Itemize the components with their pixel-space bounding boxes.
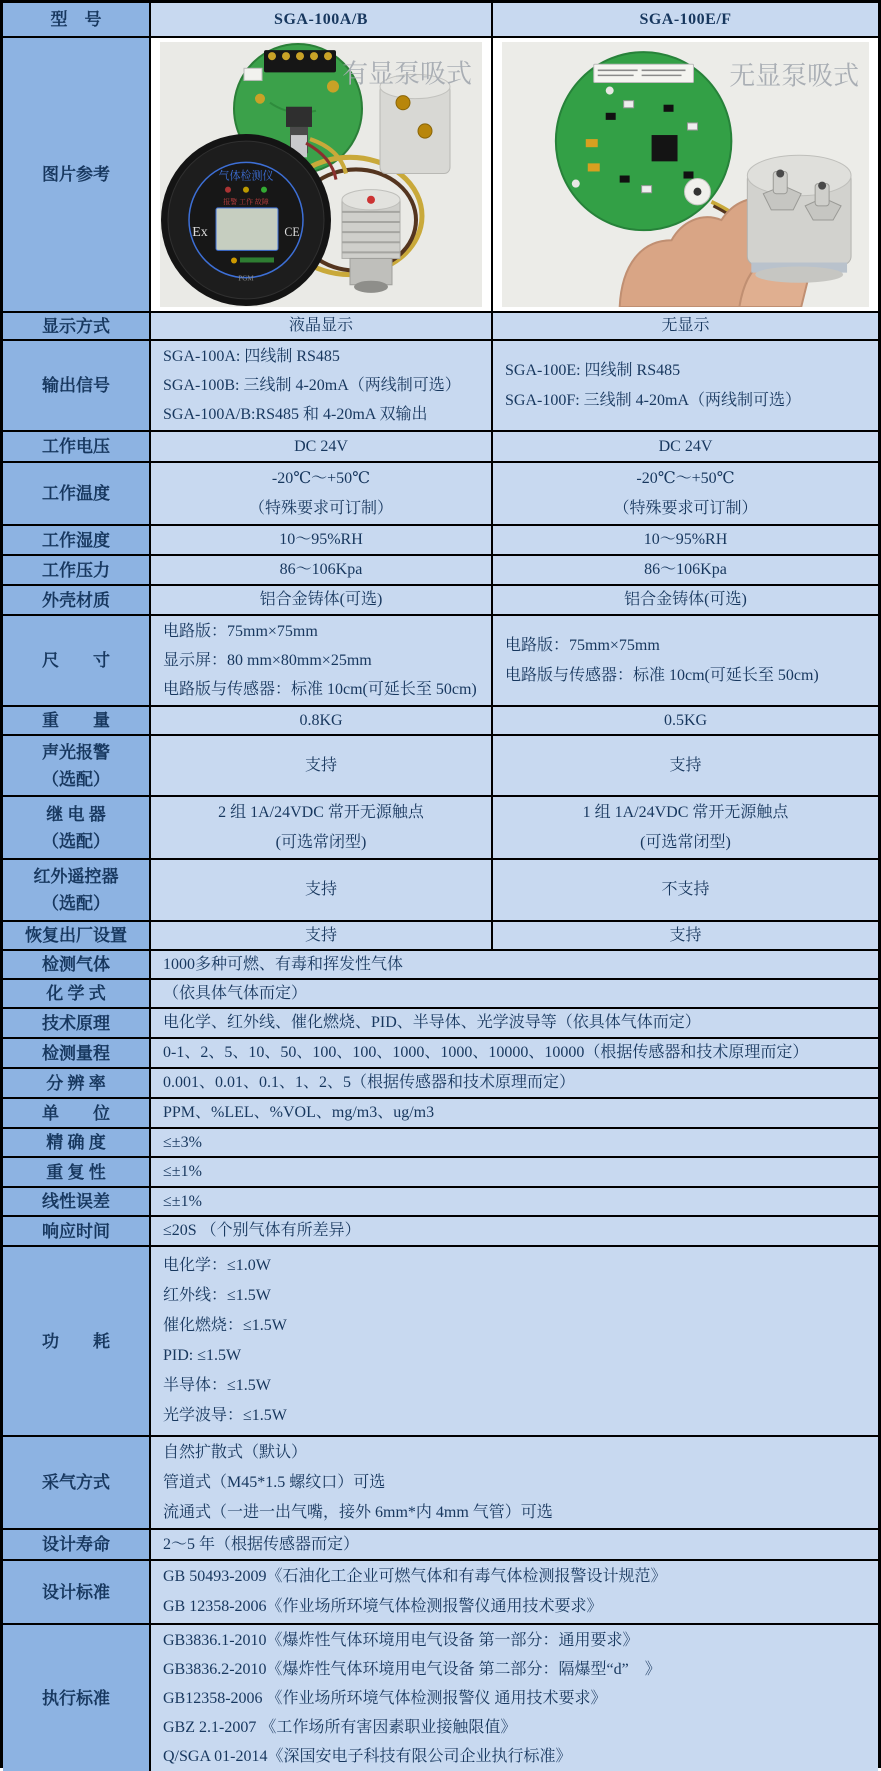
row-value-sga100ef (493, 616, 878, 705)
row-label (3, 1129, 151, 1156)
row-value-text: (可选常闭型) (640, 833, 731, 851)
row-value-sga100ef (493, 526, 878, 554)
row-label-text: 响应时间 (42, 1221, 110, 1241)
sensor-cylinder-icon (342, 190, 400, 293)
row-value-text: 86～106Kpa (644, 561, 727, 578)
row-value-text: 2～5 年（根据传感器而定） (163, 1536, 360, 1553)
spec-row (3, 1623, 878, 1771)
row-value-text: Q/SGA 01-2014《深国安电子科技有限公司企业执行标准》 (163, 1747, 572, 1765)
spec-row (3, 1007, 878, 1037)
row-value-text: 铝合金铸体(可选) (624, 591, 747, 608)
row-label (3, 951, 151, 978)
row-value-sga100ab (151, 860, 493, 920)
row-label-text: 工作湿度 (42, 530, 110, 550)
spec-row (3, 311, 878, 339)
row-label (3, 707, 151, 734)
row-value (151, 1188, 878, 1215)
row-value-text: SGA-100A/B:RS485 和 4-20mA 双输出 (163, 406, 428, 423)
row-value-text: DC 24V (294, 438, 348, 455)
row-label-text: 显示方式 (42, 316, 110, 336)
row-value-text: ≤20S （个别气体有所差异） (163, 1222, 361, 1239)
row-value-text: GB 50493-2009《石油化工企业可燃气体和有毒气体检测报警设计规范》 (163, 1568, 667, 1585)
row-label (3, 432, 151, 461)
header-model-sga100ab: SGA-100A/B (151, 3, 493, 36)
detector-led-labels: 报警 工作 故障 (223, 197, 269, 206)
row-label-text: 功 耗 (42, 1331, 110, 1351)
row-value (151, 1625, 878, 1771)
row-label (3, 1247, 151, 1435)
spec-row (3, 920, 878, 949)
row-value-sga100ab (151, 616, 493, 705)
row-value-text: 无显示 (661, 317, 710, 334)
photo-reference-row (3, 36, 878, 311)
row-value-text: 2 组 1A/24VDC 常开无源触点 (218, 803, 424, 821)
table-header-row (3, 3, 878, 36)
row-label-text: 工作温度 (42, 484, 110, 503)
row-value (151, 1039, 878, 1067)
row-value-sga100ab (151, 707, 493, 734)
product-photo-left (151, 38, 493, 311)
row-value-text: 管道式（M45*1.5 螺纹口）可选 (163, 1473, 386, 1491)
row-value-sga100ab (151, 797, 493, 858)
row-value-text: SGA-100B: 三线制 4-20mA（两线制可选） (163, 377, 461, 394)
row-label-text: 检测量程 (42, 1043, 110, 1063)
row-value-text: ≤±1% (163, 1193, 202, 1210)
row-value-text: 10～95%RH (643, 531, 728, 548)
row-label-text: 工作电压 (42, 437, 110, 456)
row-value-text: 显示屏：80 mm×80mm×25mm (163, 652, 372, 669)
row-value-text: 1000多种可燃、有毒和挥发性气体 (163, 956, 404, 973)
row-value-text: 10～95%RH (279, 531, 363, 548)
row-label-text: 分 辨 率 (46, 1073, 106, 1093)
row-value-text: GB3836.1-2010《爆炸性气体环境用电气设备 第一部分：通用要求》 (163, 1631, 639, 1649)
row-label-text: 输出信号 (42, 376, 110, 395)
header-model-label-text: 型 号 (50, 10, 102, 29)
row-label-text: （选配） (42, 894, 110, 913)
row-value-text: 支持 (669, 756, 702, 774)
row-value-text: （特殊要求可订制） (613, 499, 758, 517)
row-label (3, 556, 151, 584)
row-value (151, 980, 878, 1007)
row-label-text: 继 电 器 (46, 804, 106, 824)
sensor-cylinder-icon (747, 155, 851, 282)
row-value (151, 951, 878, 978)
row-value (151, 1099, 878, 1127)
row-value-text: DC 24V (658, 438, 713, 455)
detector-ex-mark: Ex (192, 224, 208, 241)
watermark-left: 有显泵吸式 (342, 59, 472, 89)
row-value (151, 1069, 878, 1097)
row-value-text: 流通式（一进一出气嘴，接外 6mm*内 4mm 气管）可选 (163, 1503, 553, 1521)
row-value (151, 1437, 878, 1528)
row-label (3, 1069, 151, 1097)
row-value-text: 电化学、红外线、催化燃烧、PID、半导体、光学波导等（依具体气体而定） (163, 1014, 701, 1031)
spec-row (3, 978, 878, 1007)
detector-ce-mark: CE (284, 225, 300, 240)
row-value-text: 0.001、0.01、0.1、1、2、5（根据传感器和技术原理而定） (163, 1074, 576, 1091)
row-value-text: 铝合金铸体(可选) (259, 591, 383, 608)
row-value-text: 支持 (304, 756, 337, 774)
row-label-text: 恢复出厂设置 (25, 926, 127, 945)
row-value-text: -20℃～+50℃ (636, 469, 735, 487)
row-label (3, 922, 151, 949)
row-label (3, 463, 151, 524)
spec-row (3, 1245, 878, 1435)
spec-row (3, 461, 878, 524)
row-value-text: 支持 (304, 927, 337, 944)
row-value-sga100ab (151, 922, 493, 949)
row-value-text: 红外线：≤1.5W (163, 1287, 271, 1304)
row-value-sga100ab (151, 736, 493, 795)
row-label-text: 声光报警 (42, 742, 110, 762)
row-value-text: 电路版与传感器：标准 10cm(可延长至 50cm) (505, 666, 819, 684)
row-label (3, 526, 151, 554)
photo-row-label (3, 38, 151, 311)
pump-cylinder-icon (380, 74, 450, 173)
row-label-text: 线性误差 (42, 1192, 110, 1211)
spec-row (3, 858, 878, 920)
row-label (3, 1099, 151, 1127)
spec-row (3, 614, 878, 705)
row-value-text: GB12358-2006 《作业场所环境气体检测报警仪 通用技术要求》 (163, 1689, 607, 1707)
row-label (3, 1039, 151, 1067)
row-value-text: 86～106Kpa (279, 561, 363, 578)
spec-row (3, 949, 878, 978)
row-value-sga100ef (493, 432, 878, 461)
row-label-text: 技术原理 (42, 1013, 110, 1033)
spec-row (3, 1127, 878, 1156)
spec-row (3, 1559, 878, 1623)
row-value-sga100ef (493, 797, 878, 858)
photo-row-label-text: 图片参考 (42, 165, 110, 184)
row-value-sga100ab (151, 341, 493, 430)
row-label (3, 1009, 151, 1037)
header-model-sga100ef: SGA-100E/F (493, 3, 878, 36)
row-value-sga100ef (493, 313, 878, 339)
row-value-sga100ef (493, 463, 878, 524)
row-value-text: SGA-100A: 四线制 RS485 (163, 348, 340, 365)
row-value-sga100ab (151, 556, 493, 584)
row-label (3, 1530, 151, 1559)
row-value-text: 0-1、2、5、10、50、100、100、1000、1000、10000、10000（根据传感器和技术原理而定） (163, 1044, 809, 1061)
row-value-text: GB3836.2-2010《爆炸性气体环境用电气设备 第二部分：隔爆型“d” 》 (163, 1660, 661, 1678)
watermark-right: 无显泵吸式 (729, 61, 860, 91)
spec-row (3, 554, 878, 584)
row-value-text: （特殊要求可订制） (248, 499, 393, 517)
row-label-text: 执行标准 (42, 1688, 110, 1708)
row-value-text: 液晶显示 (288, 317, 353, 334)
product-photo-right (493, 38, 878, 311)
row-value-sga100ef (493, 341, 878, 430)
row-value-text: (可选常闭型) (275, 833, 367, 851)
row-value-text: 半导体：≤1.5W (163, 1377, 271, 1394)
row-label-text: 精 确 度 (46, 1133, 106, 1152)
row-label (3, 980, 151, 1007)
spec-row (3, 795, 878, 858)
row-value-text: 电路版：75mm×75mm (505, 636, 660, 654)
spec-row (3, 1435, 878, 1528)
row-label-text: 设计寿命 (42, 1535, 110, 1554)
row-value-sga100ab (151, 432, 493, 461)
row-label-text: （选配） (42, 769, 110, 789)
row-value-text: PPM、%LEL、%VOL、mg/m3、ug/m3 (163, 1104, 435, 1121)
row-value-sga100ef (493, 556, 878, 584)
row-value-text: 电路版：75mm×75mm (163, 623, 318, 640)
spec-row (3, 1186, 878, 1215)
row-value-sga100ab (151, 313, 493, 339)
row-label-text: 设计标准 (42, 1582, 110, 1602)
row-value-text: ≤±3% (163, 1134, 202, 1151)
row-label-text: 尺 寸 (42, 651, 110, 670)
row-value (151, 1247, 878, 1435)
spec-row (3, 430, 878, 461)
row-value-text: 自然扩散式（默认） (163, 1443, 308, 1461)
row-label-text: 检测气体 (42, 955, 110, 974)
row-value-sga100ab (151, 463, 493, 524)
row-label-text: 红外遥控器 (33, 867, 119, 886)
spec-row (3, 1528, 878, 1559)
row-value-text: （依具体气体而定） (163, 985, 308, 1002)
row-value-text: 电路版与传感器：标准 10cm(可延长至 50cm) (163, 681, 477, 698)
row-value-sga100ef (493, 922, 878, 949)
row-value (151, 1217, 878, 1245)
spec-row (3, 705, 878, 734)
spec-row (3, 1067, 878, 1097)
row-value (151, 1158, 878, 1186)
row-label-text: 单 位 (42, 1103, 110, 1123)
row-value-text: PID: ≤1.5W (163, 1347, 242, 1364)
row-label-text: 重 量 (42, 711, 110, 730)
spec-row (3, 1215, 878, 1245)
row-value (151, 1009, 878, 1037)
row-value-text: 0.5KG (663, 712, 708, 729)
row-value-text: 电化学：≤1.0W (163, 1257, 271, 1274)
row-value-text: GBZ 2.1-2007 《工作场所有害因素职业接触限值》 (163, 1718, 517, 1736)
row-label (3, 313, 151, 339)
row-value-text: 催化燃烧：≤1.5W (163, 1317, 287, 1334)
spec-row (3, 584, 878, 614)
spec-row (3, 339, 878, 430)
product-photo-right-image (502, 42, 869, 307)
row-label (3, 616, 151, 705)
row-label (3, 1217, 151, 1245)
row-label-text: 化 学 式 (46, 984, 106, 1003)
row-value (151, 1129, 878, 1156)
row-value-text: 不支持 (661, 881, 710, 898)
row-value-sga100ef (493, 707, 878, 734)
row-value-sga100ef (493, 586, 878, 614)
row-value (151, 1530, 878, 1559)
row-value-text: 0.8KG (299, 712, 343, 729)
row-label (3, 1625, 151, 1771)
spec-row (3, 1156, 878, 1186)
row-label (3, 1561, 151, 1623)
row-value-text: ≤±1% (163, 1163, 202, 1180)
row-value-text: 支持 (304, 881, 337, 898)
row-value (151, 1561, 878, 1623)
row-label (3, 1437, 151, 1528)
row-label-text: 采气方式 (42, 1473, 110, 1492)
row-value-sga100ef (493, 736, 878, 795)
detector-title-text: 气体检测仪 (218, 170, 274, 183)
detector-pgm-label: PGM (238, 274, 254, 283)
row-label (3, 860, 151, 920)
row-value-text: SGA-100E: 四线制 RS485 (505, 361, 681, 379)
row-label (3, 586, 151, 614)
row-value-sga100ef (493, 860, 878, 920)
row-label (3, 1158, 151, 1186)
row-value-text: GB 12358-2006《作业场所环境气体检测报警仪通用技术要求》 (163, 1598, 603, 1615)
row-value-text: 支持 (669, 927, 702, 944)
row-label (3, 736, 151, 795)
spec-row (3, 1037, 878, 1067)
spec-row (3, 734, 878, 795)
row-label-text: 外壳材质 (42, 590, 110, 610)
spec-row (3, 1097, 878, 1127)
row-value-text: SGA-100F: 三线制 4-20mA（两线制可选） (505, 391, 802, 409)
row-value-text: -20℃～+50℃ (271, 469, 371, 487)
row-label (3, 341, 151, 430)
row-label (3, 797, 151, 858)
row-label-text: 重 复 性 (46, 1162, 106, 1182)
row-value-sga100ab (151, 586, 493, 614)
detector-face-icon (161, 134, 331, 306)
product-photo-left-image (160, 42, 482, 307)
spec-row (3, 524, 878, 554)
row-value-text: 光学波导：≤1.5W (163, 1407, 287, 1424)
row-label (3, 1188, 151, 1215)
row-label-text: 工作压力 (42, 560, 110, 580)
row-label-text: （选配） (42, 831, 110, 851)
header-model-label (3, 3, 151, 36)
row-value-sga100ab (151, 526, 493, 554)
row-value-text: 1 组 1A/24VDC 常开无源触点 (582, 803, 789, 821)
